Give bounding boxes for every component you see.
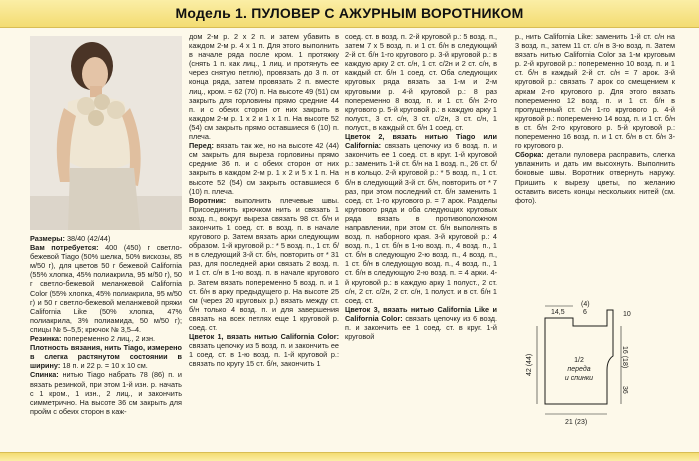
assembly-paragraph: Сборка: детали пуловера расправить, слегка увлажнить и дать им высохнуть. Выполнить боковые швы. Воротник отвернуть наружу. Пришить к вырезу цветы, по желанию оставить висеть концы нескольких нитей (см. фото).	[515, 150, 675, 205]
page-title: Модель 1. ПУЛОВЕР С АЖУРНЫМ ВОРОТНИКОМ	[175, 5, 524, 21]
flower-3-paragraph: Цветок 3, вязать нитью California Like и California Color: связать цепочку из 6 возд. п. и закончить ее 1 соед. ст. в круг. 1-й круговой	[345, 304, 497, 342]
column-4	[515, 32, 675, 205]
page-header	[0, 0, 699, 28]
front-paragraph: Перед: вязать так же, но на высоте 42 (44) см закрыть для выреза горловины прямо средние 36 п. и с обеих сторон от них закрыть в каждом 2-м р. 1 х 2 и 5 х 1 п. На высоте 52 (54) см закрыть оставшиеся 6 (10) п. плеча.	[189, 141, 339, 196]
model-photo	[30, 36, 182, 230]
page-footer	[0, 452, 699, 461]
rib-paragraph: Резинка: попеременно 2 лиц., 2 изн.	[30, 334, 156, 344]
flower-1-paragraph: Цветок 1, вязать нитью California Color: связать цепочку из 5 возд. п. и закончить ее 1 соед. ст. в 1-ю возд. п. 1-й круговой р.: связать по кругу 15 ст. б/н, закончить 1	[189, 332, 339, 369]
label-back: и спинки	[564, 375, 594, 382]
dim-shoulder-height: 10	[623, 311, 631, 318]
label-front: переда	[567, 366, 591, 373]
collar-paragraph: Воротник: выполнить плечевые швы. Присоединить крючком нить и связать 1 возд. п., вокруг выреза связать 98 ст. б/н и закончить 1 соед. ст. в возд. п. в начале кругового р. Затем вязать арки следующим образом. 1-й круговой р.: * 5 возд. п., 1 ст. б/н в следующий 3-й ст. б/н, повторить от * 31 раз, для последней арки связать 2 возд. п. и 1 ст. с/н в 1-ю возд. п. в начале кругового р. Затем вязать попеременно 5 возд. п. и 1 ст. б/н в арку предыдущего р. На высоте 25 см (через 20 круговых р.) вязать между ст. б/н только 4 возд. п. и для завершения связать на всех петлях еще 1 круговой р. соед. ст.	[189, 195, 339, 332]
sizes-paragraph: Размеры: 38/40 (42/44)	[30, 234, 111, 243]
column-1	[30, 234, 182, 416]
back-cont-paragraph: дом 2-м р. 2 х 2 п. и затем убавить в каждом 2-м р. 4 х 1 п. Для этого выполнить в начале ряда после кром. 1 протяжку (снять 1 п. как лиц., 1 лиц. и протянуть ее через снятую петлю), провязать до 3 п. от конца ряда, затем провязать 2 п. вместе лиц., кром. = 62 (70) п. На высоте 49 (51) см закрыть для горловины прямо средние 44 п. и с обеих сторон от них закрыть в каждом 2-м р. 1 х 2 и 1 х 1 п. На высоте 52 (54) см закрыть прямо оставшиеся 6 (10) п. плеча.	[189, 32, 339, 142]
dim-body-height: 36	[621, 386, 628, 394]
gauge-paragraph: Плотность вязания, нить Tiago, измерено в слегка растянутом состоянии в ширину: 18 п. и 22 р. = 10 х 10 см.	[30, 343, 182, 371]
label-fraction: 1/2	[574, 357, 584, 364]
materials-paragraph: Вам потребуется: 400 (450) г светло-бежевой Tiago (50% шелка, 50% вискозы, 85 м/50 г), для цветов 50 г бежевой California (55% хлопка, 45% полиакрила, 95 м/50 г), 50 г светло-бежевой меланжевой California Color (55% хлопка, 45% полиакрила, 95 м/50 г) и 50 г светло-бежевой меланжевой пряжи California Like (50% хлопка, 47% полиакрила, 3% полиамида, 50 м/50 г); спицы № 5–5,5; крючок № 3,5–4.	[30, 243, 182, 334]
dim-neck: (4)	[581, 301, 590, 308]
dim-top-left: 14,5	[551, 309, 565, 316]
pattern-schematic	[523, 300, 683, 460]
flower-3-cont-paragraph: р., нить California Like: заменить 1-й ст. с/н на 3 возд. п., затем 11 ст. с/н в 3-ю возд. п. Затем вязать нитью California Color за 1-м круговым р. 2-й круговой р.: попеременно 10 возд. п. и 1 ст. б/н в каждый 2-й ст. с/н = 7 арок. 3-й круговой р.: связать 7 арок со смещением к аркам 2-го кругового р. Для этого вязать попеременно 12 возд. п. и 1 ст. б/н в пропущенный ст. с/н 1-го кругового р. 4-й круговой р.: попеременно 14 возд. п. и 1 ст. б/н в ст. б/н 2-го кругового р. 5-й круговой р.: попеременно 16 возд. п. и 1 ст. б/н в ст. б/н 3-го кругового р.	[515, 32, 675, 151]
dim-width: 21 (23)	[565, 419, 588, 426]
dim-total-height: 42 (44)	[526, 353, 533, 376]
column-2	[189, 32, 339, 368]
column-3	[345, 32, 497, 341]
model-photo-illustration	[30, 36, 182, 230]
dim-top-right: 6	[583, 309, 587, 316]
back-paragraph: Спинка: нитью Tiago набрать 78 (86) п. и вязать резинкой, при этом 1-й изн. р. начать с 1 кром., 1 изн., 2 лиц., и закончить симметрично. На высоте 36 см закрыть для пройм с обеих сторон в каж-	[30, 370, 182, 416]
flower-2-paragraph: Цветок 2, вязать нитью Tiago или California: связать цепочку из 6 возд. п. и закончить ее 1 соед. ст. в круг. 1-й круговой р.: заменить 1-й ст. б/н на 1 возд. п., 26 ст. б/н в кольцо. 2-й круговой р.: * 5 возд. п., 1 ст. б/н в следующий 3-й ст. б/н, повторить от * 7 раз, при этом последний ст. б/н заменить 1 соед. ст. 1-го кругового р. = 7 арок. Разделы кругового ряда и оба следующих круговых ряда вязать в противоположном направлении, при этом ст. б/н выполнять в возд. п. наборного края. 3-й круговой р.: 4 возд. п., 1 ст. б/н в 1-ю возд. п., 4 возд. п., 1 ст. б/н в следующую 2-ю возд. п., 4 возд. п., 1 ст. б/н в следующую возд. п., 4 возд. п., 1 ст. б/н в следующую 2-ю возд. п. = 4 арки. 4-й круговой р.: в каждую арку 1 полуст., 2 ст. с/н, 2 ст. с/2н, 2 ст. с/н, 1 полуст. и в ст. б/н 1 соед. ст.	[345, 132, 498, 305]
dim-armhole: 16 (18)	[621, 346, 628, 369]
flower-1-cont-paragraph: соед. ст. в возд. п. 2-й круговой р.: 5 возд. п., затем 7 х 5 возд. п. и 1 ст. б/н в следующий 2-й ст. б/н 1-го кругового р. 3-й круговой р.: в каждую арку 2 ст. с/н, 1 ст. с/2н и 2 ст. с/н, в каждый ст. б/н 1 соед. ст. Оба следующих круговых ряда вязать за 1-м и 2-м круговыми р. 4-й круговой р.: 8 раз попеременно 8 возд. п. и 1 ст. б/н 2-го кругового р. 5-й круговой р.: в каждую арку 1 полуст., 3 ст. с/н, 3 ст. с/2н, 3 ст. с/н, 1 полуст., в каждый ст. б/н 1 соед. ст.	[345, 32, 497, 132]
